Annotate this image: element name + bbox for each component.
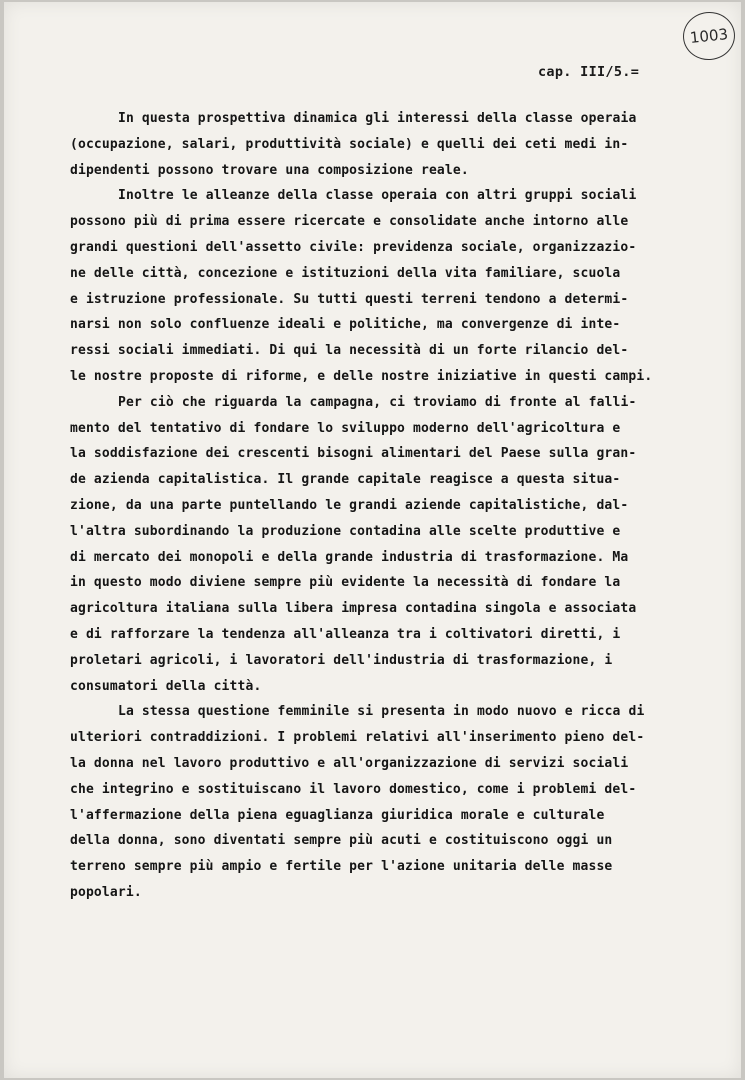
text-line: La stessa questione femminile si presenta in modo nuovo e ricca di	[118, 704, 645, 720]
text-line: In questa prospettiva dinamica gli interessi della classe operaia	[118, 111, 637, 126]
chapter-header: cap. III/5.=	[538, 64, 640, 80]
text-line: in questo modo diviene sempre più evidente la necessità di fondare la	[70, 575, 621, 591]
text-line: ressi sociali immediati. Di qui la necessità di un forte rilancio del-	[70, 343, 629, 359]
text-line: agricoltura italiana sulla libera impresa contadina singola e associata	[70, 601, 637, 617]
text-line: la soddisfazione dei crescenti bisogni alimentari del Paese sulla gran-	[70, 446, 637, 462]
text-line: Inoltre le alleanze della classe operaia con altri gruppi sociali	[118, 188, 637, 204]
text-line: (occupazione, salari, produttività sociale) e quelli dei ceti medi in-	[70, 136, 629, 152]
text-line: de azienda capitalistica. Il grande capitale reagisce a questa situa-	[70, 472, 621, 488]
text-line: e istruzione professionale. Su tutti questi terreni tendono a determi-	[70, 291, 629, 307]
text-line: popolari.	[70, 884, 142, 900]
text-line: grandi questioni dell'assetto civile: previdenza sociale, organizzazio-	[70, 239, 637, 255]
text-line: terreno sempre più ampio e fertile per l'azione unitaria delle masse	[70, 859, 613, 875]
text-line: che integrino e sostituiscano il lavoro domestico, come i problemi del-	[70, 781, 637, 797]
document-page	[4, 2, 741, 1078]
text-line: la donna nel lavoro produttivo e all'organizzazione di servizi sociali	[70, 755, 629, 771]
text-line: Per ciò che riguarda la campagna, ci troviamo di fronte al falli-	[118, 394, 637, 410]
text-line: consumatori della città.	[70, 678, 262, 694]
page-number-stamp: 1003	[681, 9, 738, 62]
text-line: mento del tentativo di fondare lo sviluppo moderno dell'agricoltura e	[70, 420, 621, 436]
text-line: possono più di prima essere ricercate e consolidate anche intorno alle	[70, 214, 629, 230]
text-line: l'affermazione della piena eguaglianza giuridica morale e culturale	[70, 807, 605, 823]
text-line: zione, da una parte puntellando le grandi aziende capitalistiche, dal-	[70, 497, 629, 513]
text-line: ne delle città, concezione e istituzioni della vita familiare, scuola	[70, 265, 621, 281]
text-line: proletari agricoli, i lavoratori dell'industria di trasformazione, i	[70, 652, 613, 668]
text-line: della donna, sono diventati sempre più acuti e costituiscono oggi un	[70, 833, 613, 849]
text-line: ulteriori contraddizioni. I problemi relativi all'inserimento pieno del-	[70, 730, 645, 746]
text-line: di mercato dei monopoli e della grande industria di trasformazione. Ma	[70, 549, 629, 565]
text-line: e di rafforzare la tendenza all'alleanza tra i coltivatori diretti, i	[70, 626, 621, 642]
text-line: le nostre proposte di riforme, e delle nostre iniziative in questi campi.	[70, 368, 653, 384]
document-body	[70, 106, 706, 906]
text-line: l'altra subordinando la produzione contadina alle scelte produttive e	[70, 523, 621, 539]
text-line: dipendenti possono trovare una composizione reale.	[70, 162, 469, 178]
text-line: narsi non solo confluenze ideali e politiche, ma convergenze di inte-	[70, 317, 621, 333]
